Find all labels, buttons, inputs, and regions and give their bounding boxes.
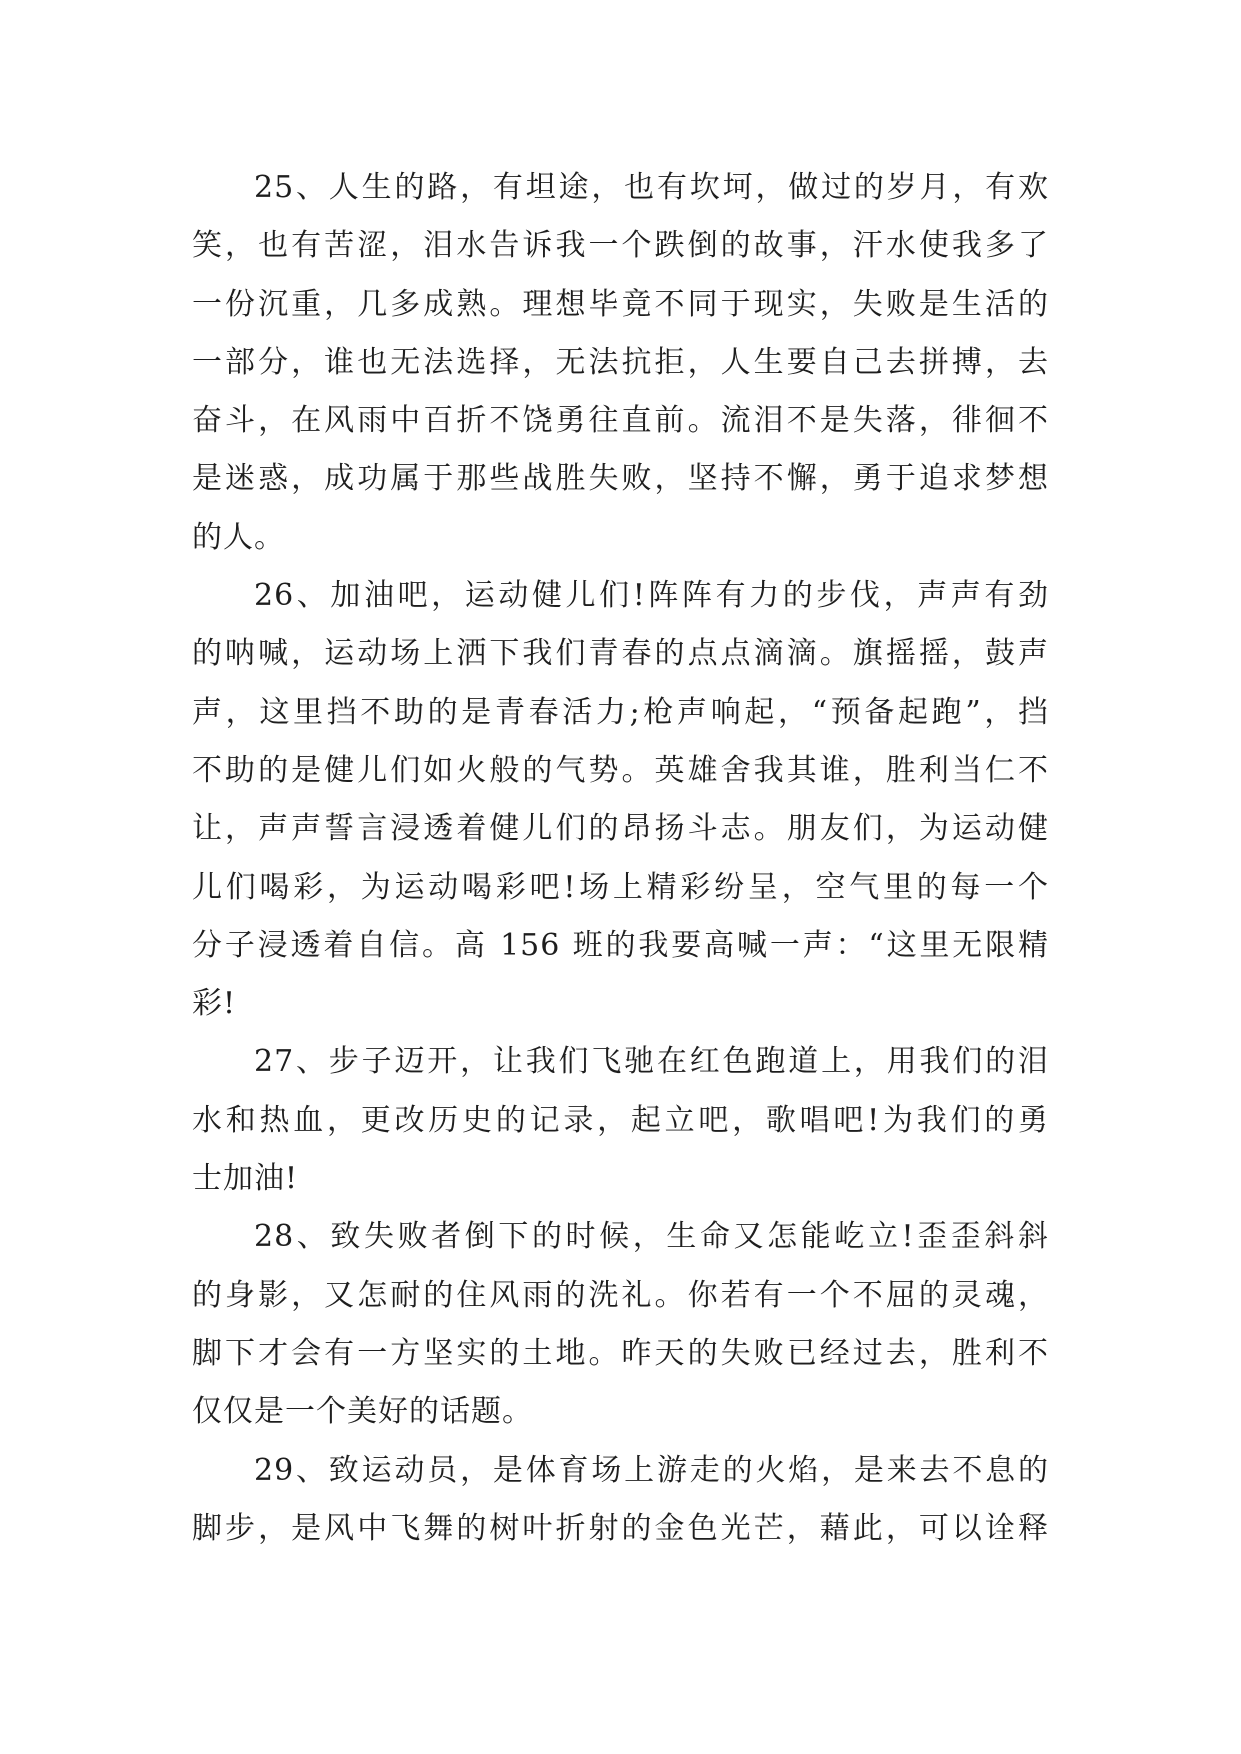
paragraph-28 bbox=[192, 1208, 1049, 1441]
text-line: 让，声声誓言浸透着健儿们的昂扬斗志。朋友们，为运动健 bbox=[192, 811, 1049, 847]
paragraph-27 bbox=[192, 1033, 1049, 1208]
text-line: 脚步，是风中飞舞的树叶折射的金色光芒，藉此，可以诠释 bbox=[192, 1510, 1049, 1546]
text-line: 28、致失败者倒下的时候，生命又怎能屹立!歪歪斜斜 bbox=[254, 1219, 1049, 1255]
text-line: 29、致运动员，是体育场上游走的火焰，是来去不息的 bbox=[254, 1452, 1049, 1488]
text-line: 水和热血，更改历史的记录，起立吧，歌唱吧!为我们的勇 bbox=[192, 1102, 1049, 1138]
text-line: 26、加油吧，运动健儿们!阵阵有力的步伐，声声有劲 bbox=[254, 578, 1049, 614]
paragraph-26 bbox=[192, 567, 1049, 1033]
text-line: 奋斗，在风雨中百折不饶勇往直前。流泪不是失落，徘徊不 bbox=[192, 403, 1049, 439]
text-line: 笑，也有苦涩，泪水告诉我一个跌倒的故事，汗水使我多了 bbox=[192, 228, 1049, 264]
text-line: 27、步子迈开，让我们飞驰在红色跑道上，用我们的泪 bbox=[254, 1044, 1049, 1080]
text-line: 脚下才会有一方坚实的土地。昨天的失败已经过去，胜利不 bbox=[192, 1335, 1049, 1371]
text-line: 仅仅是一个美好的话题。 bbox=[192, 1394, 533, 1430]
text-line: 不助的是健儿们如火般的气势。英雄舍我其谁，胜利当仁不 bbox=[192, 752, 1049, 788]
document-body bbox=[192, 159, 1049, 1558]
text-line: 儿们喝彩，为运动喝彩吧!场上精彩纷呈，空气里的每一个 bbox=[192, 869, 1049, 905]
text-line: 声，这里挡不助的是青春活力;枪声响起，“预备起跑”，挡 bbox=[192, 694, 1049, 730]
text-line: 的身影，又怎耐的住风雨的洗礼。你若有一个不屈的灵魂， bbox=[192, 1277, 1049, 1313]
text-line: 一部分，谁也无法选择，无法抗拒，人生要自己去拼搏，去 bbox=[192, 344, 1049, 380]
paragraph-29 bbox=[192, 1442, 1049, 1559]
text-line: 的呐喊，运动场上洒下我们青春的点点滴滴。旗摇摇，鼓声 bbox=[192, 636, 1049, 672]
text-line: 彩! bbox=[192, 986, 237, 1022]
text-line: 士加油! bbox=[192, 1161, 299, 1197]
text-line: 25、人生的路，有坦途，也有坎坷，做过的岁月，有欢 bbox=[254, 170, 1049, 205]
text-line: 分子浸透着自信。高 156 班的我要高喊一声：“这里无限精 bbox=[192, 927, 1049, 963]
paragraph-25 bbox=[192, 159, 1049, 567]
text-line: 的人。 bbox=[192, 519, 285, 555]
text-line: 是迷惑，成功属于那些战胜失败，坚持不懈，勇于追求梦想 bbox=[192, 461, 1049, 497]
text-line: 一份沉重，几多成熟。理想毕竟不同于现实，失败是生活的 bbox=[192, 286, 1049, 322]
